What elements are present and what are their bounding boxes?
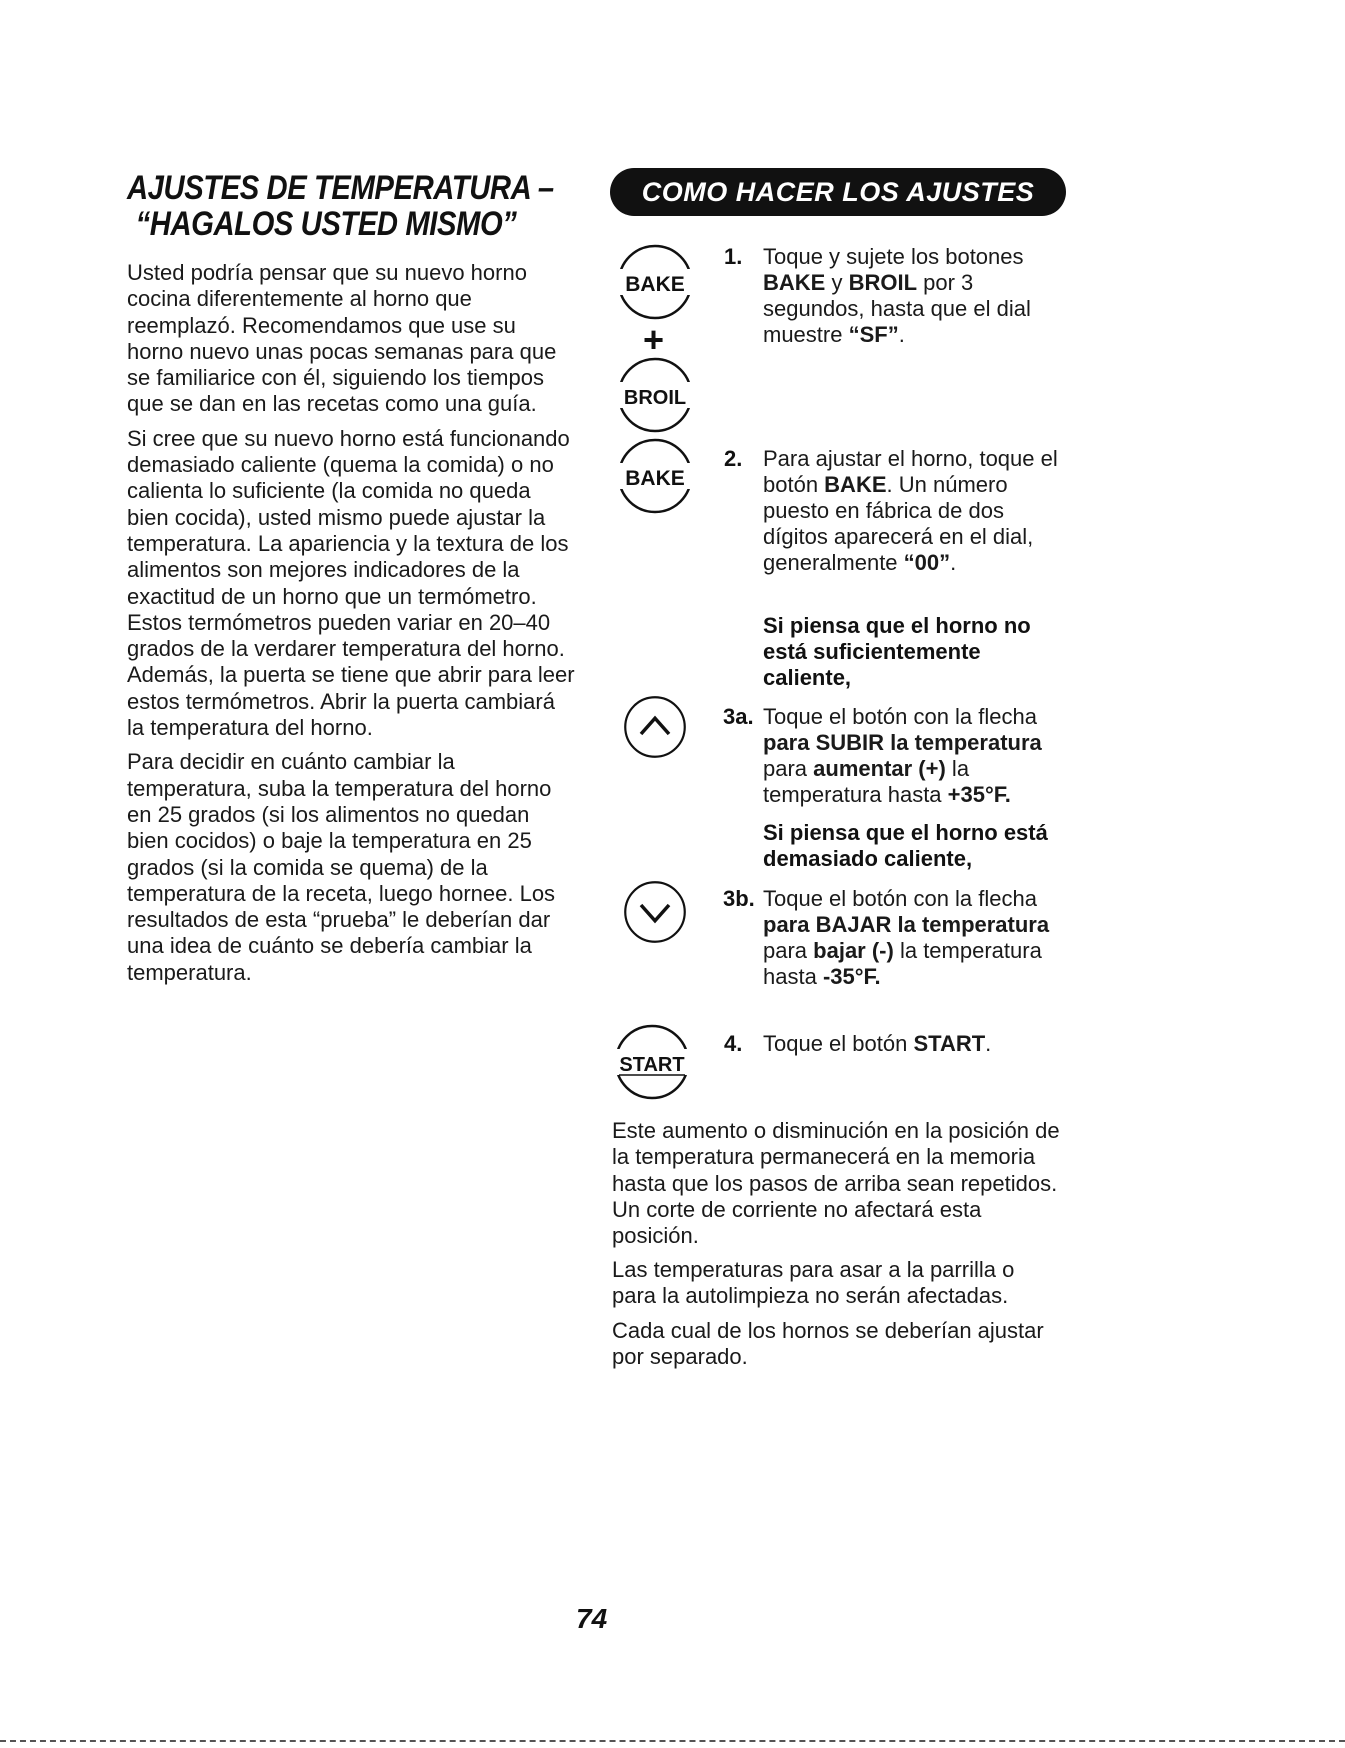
bake-icon-label: BAKE	[625, 273, 685, 296]
memory-note: Este aumento o disminución en la posición de la temperatura permanecerá en la memoria hasta que los pasos de arriba sean repetidos. Un corte de corriente no afectará esta posición.	[612, 1118, 1060, 1249]
title-line-2: “HAGALOS USTED MISMO”	[135, 205, 517, 243]
down-arrow-button-icon	[620, 877, 690, 947]
step-3b-number: 3b.	[723, 886, 755, 911]
step-2-text: Para ajustar el horno, toque el botón BAKE. Un número puesto en fábrica de dos dígitos aparecerá en el dial, generalmente “00”.	[763, 446, 1058, 575]
right-column	[612, 168, 1072, 216]
condition-too-hot: Si piensa que el horno está demasiado caliente,	[763, 820, 1048, 871]
broil-button-icon	[615, 355, 695, 435]
up-arrow-button-icon	[620, 692, 690, 762]
separate-ovens-note: Cada cual de los hornos se deberían ajustar por separado.	[612, 1318, 1044, 1370]
step-1-text: Toque y sujete los botones BAKE y BROIL por 3 segundos, hasta que el dial muestre “SF”.	[763, 244, 1031, 347]
bake-button-icon	[615, 242, 695, 322]
step-3a-number: 3a.	[723, 704, 754, 729]
title-line-1: AJUSTES DE TEMPERATURA –	[127, 169, 554, 207]
step-3b-text: Toque el botón con la flecha para BAJAR la temperatura para bajar (-) la temperatura hasta -35°F.	[763, 886, 1050, 989]
accuracy-paragraph: Si cree que su nuevo horno está funcionando demasiado caliente (quema la comida) o no calienta lo suficiente (la comida no queda bien cocida), usted mismo puede ajustar la temperatura. La apariencia y la textura de los alimentos son mejores indicadores de la exactitud de un horno que un termómetro. Estos termómetros pueden variar en 20–40 grados de la verdarer temperatura del horno. Además, la puerta se tiene que abrir para leer estos termómetros. Abrir la puerta cambiará la temperatura del horno.	[127, 425, 575, 741]
bake-button-icon-step-2	[615, 436, 695, 516]
left-column	[127, 170, 577, 994]
step-1-number: 1.	[724, 244, 743, 269]
how-to-banner: COMO HACER LOS AJUSTES	[610, 168, 1066, 216]
step-4-text: Toque el botón START.	[763, 1031, 992, 1056]
broil-selfclean-note: Las temperaturas para asar a la parrilla o para la autolimpieza no serán afectadas.	[612, 1257, 1015, 1309]
step-2-number: 2.	[724, 446, 743, 471]
start-button-icon	[612, 1022, 692, 1102]
broil-icon-label: BROIL	[623, 387, 687, 409]
bake-icon-label-2: BAKE	[625, 467, 685, 490]
bottom-divider	[0, 1740, 1345, 1742]
step-4-number: 4.	[724, 1031, 743, 1056]
adjust-paragraph: Para decidir en cuánto cambiar la temperatura, suba la temperatura del horno en 25 grados (si los alimentos no quedan bien cocidos) o baje la temperatura en 25 grados (si la comida se quema) de la temperatura de la receta, luego hornee. Los resultados de esta “prueba” le deberían dar una idea de cuánto se debería cambiar la temperatura.	[127, 749, 556, 985]
page-number: 74	[576, 1603, 608, 1634]
section-title	[127, 170, 609, 242]
intro-paragraph: Usted podría pensar que su nuevo horno cocina diferentemente al horno que reemplazó. Recomendamos que use su horno nuevo unas pocas semanas para que se familiarice con él, siguiendo los tiempos que se dan en las recetas como una guía.	[127, 260, 557, 417]
condition-not-hot-enough: Si piensa que el horno no está suficientemente caliente,	[763, 613, 1031, 690]
start-icon-label: START	[619, 1054, 685, 1076]
step-3a-text: Toque el botón con la flecha para SUBIR la temperatura para aumentar (+) la temperatura hasta +35°F.	[763, 704, 1042, 807]
plus-sign: +	[643, 319, 665, 360]
